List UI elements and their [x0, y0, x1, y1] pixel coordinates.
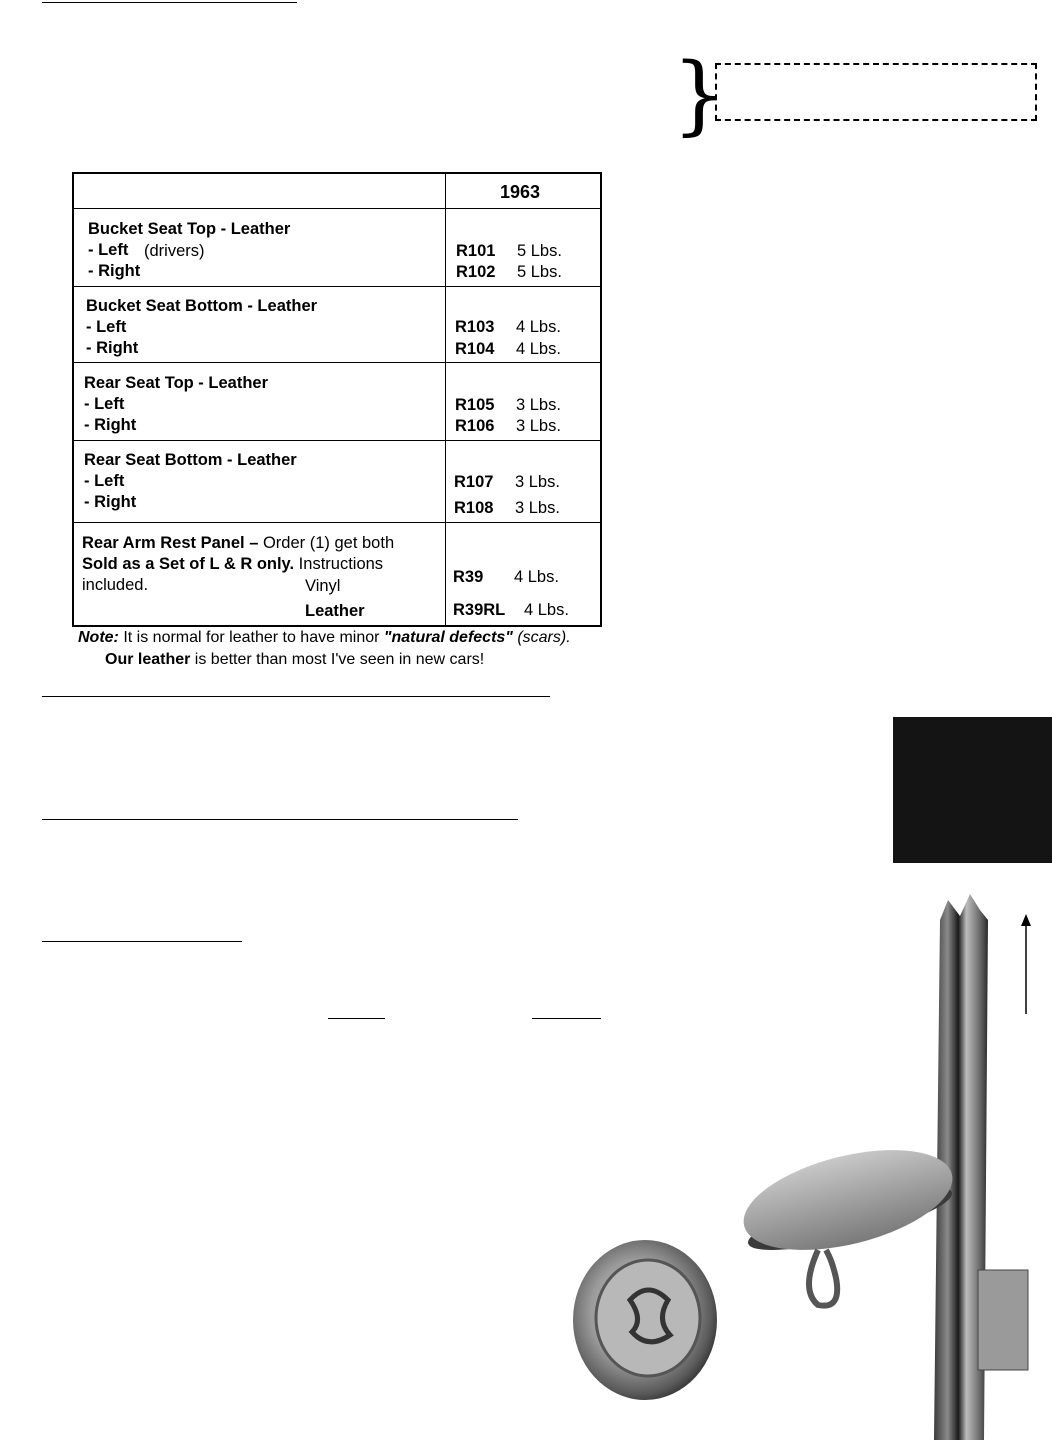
row-line2-bold: Sold as a Set of L & R only. [82, 555, 295, 573]
part-weight: 4 Lbs. [524, 601, 569, 619]
parts-table [72, 172, 602, 627]
part-number: R101 [456, 242, 496, 260]
part-weight: 3 Lbs. [516, 417, 561, 435]
right-label: - Right [88, 262, 141, 280]
section-underline [42, 696, 550, 697]
leather-label: Leather [305, 602, 365, 620]
section-underline [42, 941, 242, 942]
right-brace: } [672, 45, 727, 145]
left-label: - Left [88, 241, 129, 259]
part-weight: 5 Lbs. [517, 242, 562, 260]
short-underline [328, 1018, 385, 1019]
part-weight: 4 Lbs. [514, 568, 559, 586]
row-title: Bucket Seat Top - Leather [88, 220, 291, 238]
part-number: R103 [455, 318, 495, 336]
row-divider [72, 522, 602, 523]
note-line-2 [105, 652, 484, 668]
left-label: - Left [86, 318, 127, 336]
row-title-rest: Order (1) get both [258, 534, 395, 552]
dashed-placeholder-box [715, 63, 1037, 121]
row-line2 [82, 556, 383, 573]
part-number: R108 [454, 499, 494, 517]
part-number: R106 [455, 417, 495, 435]
row-title: Rear Seat Top - Leather [84, 374, 268, 392]
part-number: R102 [456, 263, 496, 281]
note-text: It is normal for leather to have minor [118, 629, 384, 646]
note-scars: (scars). [512, 629, 571, 646]
part-number: R39RL [453, 601, 506, 619]
part-number: R39 [453, 568, 484, 586]
note-line2-text: is better than most I've seen in new cars! [190, 651, 485, 668]
right-label: - Right [84, 416, 137, 434]
row-title-bold: Rear Arm Rest Panel – [82, 534, 259, 552]
table-column-divider [445, 172, 446, 627]
part-number: R105 [455, 396, 495, 414]
button-side [734, 1131, 963, 1305]
row-divider [72, 440, 602, 441]
row-title-bold: Rear Seat Bottom [84, 451, 223, 469]
part-weight: 4 Lbs. [516, 318, 561, 336]
row-line2-rest: Instructions [294, 555, 384, 573]
part-weight: 5 Lbs. [517, 263, 562, 281]
note-emphasis: "natural defects" [383, 629, 513, 646]
right-label: - Right [86, 339, 139, 357]
row-title [82, 535, 394, 552]
part-weight: 3 Lbs. [515, 499, 560, 517]
row-divider [72, 286, 602, 287]
part-weight: 3 Lbs. [515, 473, 560, 491]
dark-tab-block [893, 717, 1052, 863]
product-photo [560, 880, 1052, 1444]
part-number: R104 [455, 340, 495, 358]
left-label: - Left [84, 472, 125, 490]
note-line2-bold: Our leather [105, 651, 191, 668]
left-label: - Left [84, 395, 125, 413]
row-divider [72, 362, 602, 363]
vinyl-label: Vinyl [305, 577, 341, 595]
header-underline [42, 2, 297, 3]
row-divider [72, 208, 602, 209]
right-label: - Right [84, 493, 137, 511]
button-back [573, 1240, 717, 1400]
part-weight: 4 Lbs. [516, 340, 561, 358]
note-line-1 [78, 630, 571, 646]
row-title: Bucket Seat Bottom - Leather [86, 297, 318, 315]
left-note: (drivers) [144, 242, 205, 260]
row-title-rest: - Leather [222, 451, 297, 469]
row-line3: included. [82, 576, 149, 594]
part-number: R107 [454, 473, 494, 491]
year-header: 1963 [500, 182, 541, 202]
part-weight: 3 Lbs. [516, 396, 561, 414]
row-title [84, 452, 297, 469]
note-label: Note: [78, 629, 119, 646]
section-underline [42, 819, 518, 820]
